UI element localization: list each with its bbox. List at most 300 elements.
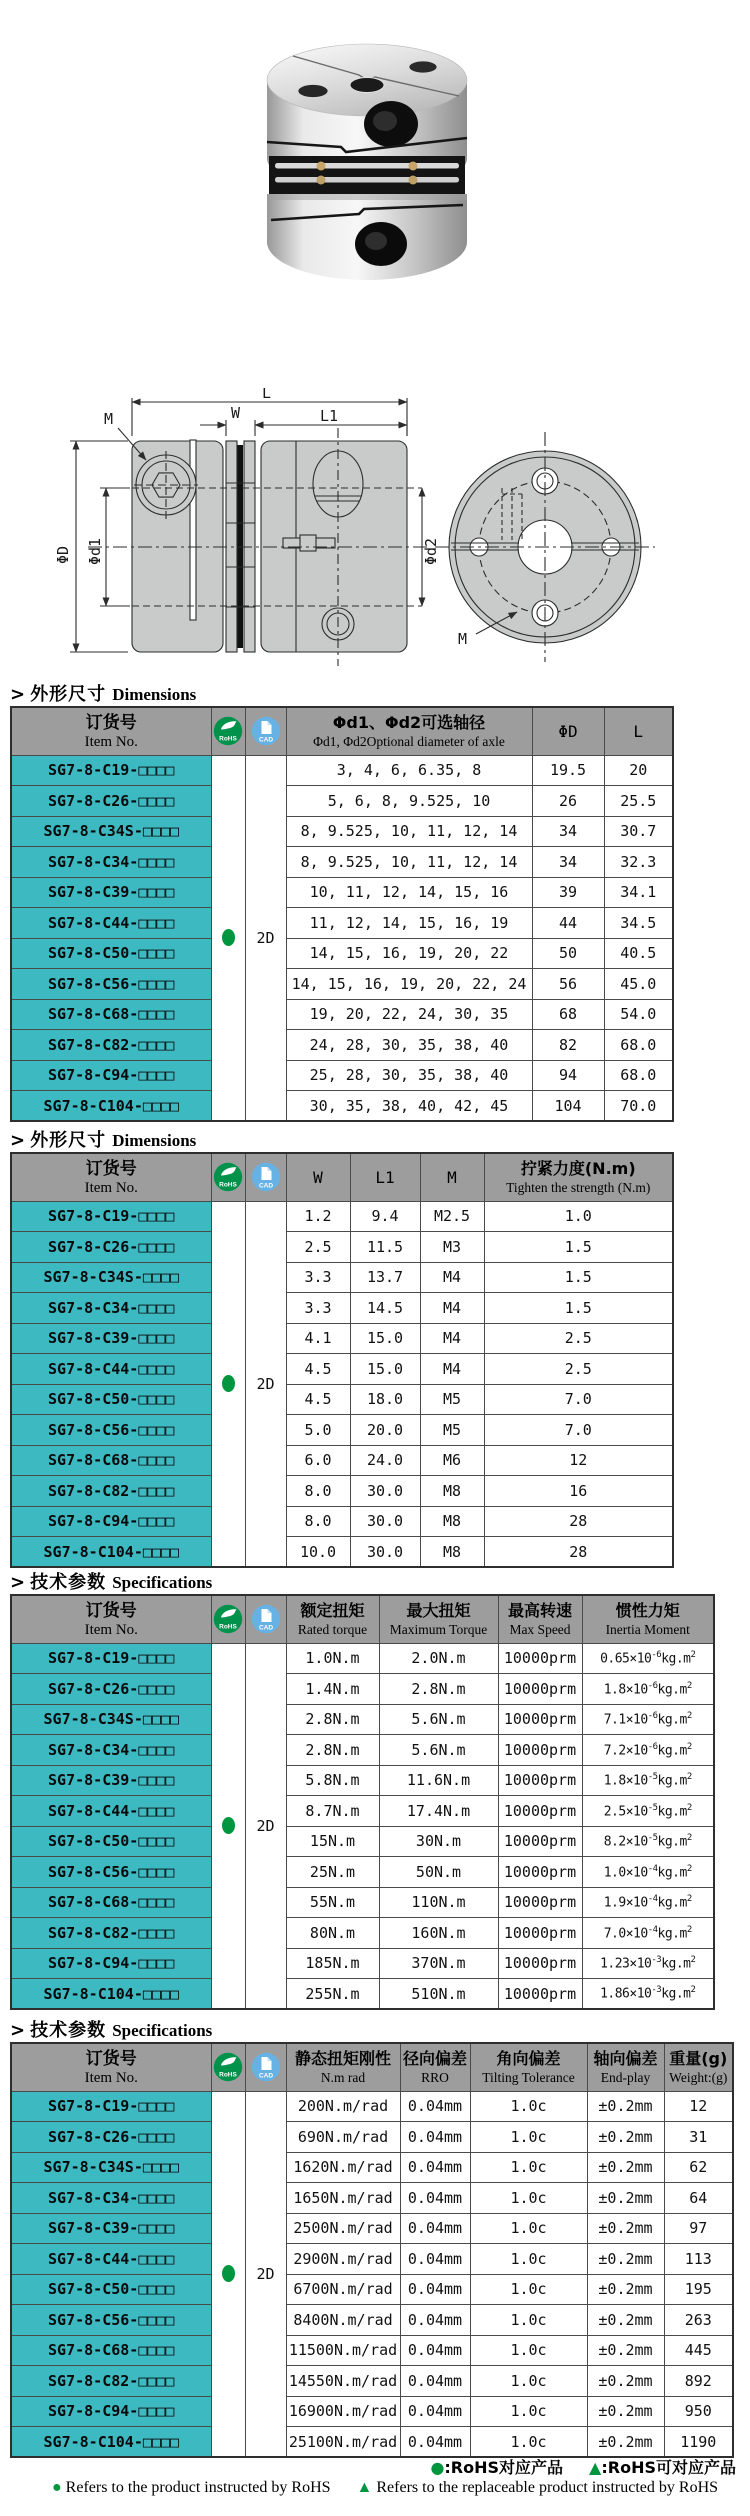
data-cell: M4 xyxy=(420,1354,484,1385)
heading-en: Dimensions xyxy=(112,685,197,704)
inertia-unit: kg.m xyxy=(657,1773,687,1789)
column-header xyxy=(350,1153,420,1201)
cad-header-cell xyxy=(245,2043,286,2091)
cad-column xyxy=(245,755,286,1121)
table-row xyxy=(11,1060,673,1091)
column-header xyxy=(286,707,532,755)
item-cell: SG7-8-C50-□□□□ xyxy=(11,1384,211,1415)
data-cell: 1.2 xyxy=(286,1201,350,1232)
data-cell: 16900N.m/rad xyxy=(286,2396,400,2427)
data-cell: 113 xyxy=(664,2244,733,2275)
column-header xyxy=(286,2043,400,2091)
data-cell: 1.5 xyxy=(484,1232,673,1263)
data-cell: 55N.m xyxy=(286,1887,379,1918)
data-cell: 26 xyxy=(532,786,604,817)
inertia-exponent: -4 xyxy=(647,1863,658,1874)
cad-column xyxy=(245,2091,286,2457)
item-cell: SG7-8-C94-□□□□ xyxy=(11,1948,211,1979)
table-row xyxy=(11,2244,733,2275)
data-cell: ±0.2mm xyxy=(587,2305,664,2336)
item-cell: SG7-8-C39-□□□□ xyxy=(11,1323,211,1354)
data-cell xyxy=(582,1887,714,1918)
inertia-exponent: -6 xyxy=(647,1711,658,1722)
rohs-header-cell xyxy=(211,1595,245,1643)
inertia-exponent: -5 xyxy=(647,1772,658,1783)
data-cell: 25, 28, 30, 35, 38, 40 xyxy=(286,1060,532,1091)
data-cell: 6700N.m/rad xyxy=(286,2274,400,2305)
heading-en: Dimensions xyxy=(112,1131,197,1150)
data-cell: 2.8N.m xyxy=(379,1674,498,1705)
data-cell: 54.0 xyxy=(604,999,673,1030)
data-cell: 10, 11, 12, 14, 15, 16 xyxy=(286,877,532,908)
data-cell: 10000prm xyxy=(498,1674,582,1705)
cad-2d-label: 2D xyxy=(256,928,275,947)
data-cell: 28 xyxy=(484,1506,673,1537)
data-cell: 10000prm xyxy=(498,1765,582,1796)
table-row xyxy=(11,2366,733,2397)
front-view xyxy=(435,432,655,662)
data-cell: ±0.2mm xyxy=(587,2183,664,2214)
data-cell: M5 xyxy=(420,1415,484,1446)
inertia-unit-sup: 2 xyxy=(686,1680,692,1691)
data-cell: 68.0 xyxy=(604,1060,673,1091)
data-cell: 185N.m xyxy=(286,1948,379,1979)
item-no-header xyxy=(11,1153,211,1201)
inertia-unit-sup: 2 xyxy=(686,1711,692,1722)
data-cell: 30N.m xyxy=(379,1826,498,1857)
item-cell: SG7-8-C34S-□□□□ xyxy=(11,2152,211,2183)
inertia-exponent: -6 xyxy=(647,1680,658,1691)
inertia-unit-sup: 2 xyxy=(686,1802,692,1813)
table-row xyxy=(11,1765,714,1796)
inertia-times: ×10 xyxy=(625,1712,648,1728)
item-cell: SG7-8-C104-□□□□ xyxy=(11,1979,211,2010)
data-cell: 10000prm xyxy=(498,1948,582,1979)
data-cell: 5.6N.m xyxy=(379,1735,498,1766)
column-header-zh: 最大扭矩 xyxy=(406,1601,471,1621)
data-cell: 40.5 xyxy=(604,938,673,969)
data-cell: 32.3 xyxy=(604,847,673,878)
table-row xyxy=(11,1262,673,1293)
data-cell: 2.5 xyxy=(286,1232,350,1263)
inertia-times: ×10 xyxy=(625,1925,648,1941)
data-cell: 10000prm xyxy=(498,1979,582,2010)
table-row xyxy=(11,1232,673,1263)
rohs-dot-icon xyxy=(222,929,235,946)
data-cell: 39 xyxy=(532,877,604,908)
column-header xyxy=(286,1595,379,1643)
data-cell: M3 xyxy=(420,1232,484,1263)
data-cell: 892 xyxy=(664,2366,733,2397)
coupling-photo-illustration xyxy=(243,28,491,290)
column-header-en: Weight:(g) xyxy=(669,2069,728,2085)
legend-en-tri-text: Refers to the replaceable product instructed by RoHS xyxy=(376,2479,719,2496)
data-cell: 56 xyxy=(532,969,604,1000)
data-cell: 15N.m xyxy=(286,1826,379,1857)
item-cell: SG7-8-C94-□□□□ xyxy=(11,2396,211,2427)
inertia-exponent: -5 xyxy=(647,1833,658,1844)
data-cell: 1.0c xyxy=(470,2183,587,2214)
data-cell: 25N.m xyxy=(286,1857,379,1888)
data-cell xyxy=(582,1918,714,1949)
data-cell: ±0.2mm xyxy=(587,2335,664,2366)
data-cell xyxy=(582,1857,714,1888)
rohs-dot-icon xyxy=(222,1375,235,1392)
data-cell: 12 xyxy=(484,1445,673,1476)
item-header-zh: 订货号 xyxy=(85,1600,137,1621)
column-header-zh: 角向偏差 xyxy=(496,2049,561,2069)
rohs-dot-icon: ● xyxy=(52,2479,62,2496)
inertia-times: ×10 xyxy=(625,1834,648,1850)
inertia-exponent: -4 xyxy=(647,1924,658,1935)
data-cell xyxy=(582,1643,714,1674)
column-header xyxy=(604,707,673,755)
item-cell: SG7-8-C26-□□□□ xyxy=(11,1232,211,1263)
column-header xyxy=(532,707,604,755)
cad-2d-label: 2D xyxy=(256,1374,275,1393)
data-cell: 1.0c xyxy=(470,2152,587,2183)
data-cell: 94 xyxy=(532,1060,604,1091)
table-row xyxy=(11,1674,714,1705)
data-cell: 70.0 xyxy=(604,1091,673,1122)
table-row xyxy=(11,1796,714,1827)
spec-table-grid xyxy=(10,1152,674,1568)
inertia-unit: kg.m xyxy=(657,1925,687,1941)
data-cell: ±0.2mm xyxy=(587,2091,664,2122)
inertia-coefficient: 2.5 xyxy=(603,1803,626,1819)
column-header-en: Tighten the strength (N.m) xyxy=(506,1179,651,1195)
column-header-zh: 惯性力矩 xyxy=(615,1601,680,1621)
table-row xyxy=(11,1445,673,1476)
item-header-en: Item No. xyxy=(84,1179,138,1196)
data-cell: ±0.2mm xyxy=(587,2366,664,2397)
column-header-label: L1 xyxy=(375,1167,395,1187)
data-cell: 30.0 xyxy=(350,1506,420,1537)
data-cell: 10.0 xyxy=(286,1537,350,1568)
data-cell: ±0.2mm xyxy=(587,2213,664,2244)
rohs-icon xyxy=(213,1162,243,1192)
rohs-icon-label: RoHS xyxy=(219,1181,237,1189)
data-cell: 82 xyxy=(532,1030,604,1061)
inertia-times: ×10 xyxy=(625,1681,648,1697)
data-cell xyxy=(582,1796,714,1827)
inertia-coefficient: 1.86 xyxy=(600,1986,630,2002)
header-row xyxy=(11,1153,673,1201)
column-header xyxy=(484,1153,673,1201)
item-cell: SG7-8-C104-□□□□ xyxy=(11,1537,211,1568)
data-cell: 5.0 xyxy=(286,1415,350,1446)
data-cell: 20 xyxy=(604,755,673,786)
column-header xyxy=(379,1595,498,1643)
inertia-unit-sup: 2 xyxy=(686,1863,692,1874)
inertia-unit: kg.m xyxy=(661,1956,691,1972)
data-cell: 8.0 xyxy=(286,1476,350,1507)
column-header-zh: Φd1、Φd2可选轴径 xyxy=(332,713,486,733)
data-cell: M4 xyxy=(420,1293,484,1324)
inertia-coefficient: 8.2 xyxy=(603,1834,626,1850)
data-cell: M5 xyxy=(420,1384,484,1415)
legend-en-dot-text: Refers to the product instructed by RoHS xyxy=(65,2479,331,2496)
table-row xyxy=(11,1030,673,1061)
inertia-unit-sup: 2 xyxy=(690,1985,696,1996)
column-header-label: L xyxy=(633,721,644,741)
item-cell: SG7-8-C94-□□□□ xyxy=(11,1060,211,1091)
data-cell: 1.0c xyxy=(470,2335,587,2366)
rohs-triangle-icon: ▲ xyxy=(589,2458,602,2477)
table-row xyxy=(11,1476,673,1507)
heading-zh: 外形尺寸 xyxy=(30,684,107,705)
inertia-unit-sup: 2 xyxy=(690,1955,696,1966)
inertia-coefficient: 1.9 xyxy=(603,1895,626,1911)
data-cell: 4.1 xyxy=(286,1323,350,1354)
cad-header-cell xyxy=(245,1595,286,1643)
section-heading-specifications-2 xyxy=(10,2016,212,2042)
data-cell: 2.8N.m xyxy=(286,1735,379,1766)
rohs-icon-label: RoHS xyxy=(219,2071,237,2079)
inertia-times: ×10 xyxy=(625,1742,648,1758)
table-row xyxy=(11,1506,673,1537)
rohs-column xyxy=(211,755,245,1121)
item-header-zh: 订货号 xyxy=(85,1158,137,1179)
dimension-label-M: M xyxy=(104,410,114,428)
side-view xyxy=(70,398,428,666)
table-row xyxy=(11,755,673,786)
data-cell: 10000prm xyxy=(498,1704,582,1735)
legend-zh-dot-text: :RoHS对应产品 xyxy=(444,2458,564,2477)
rohs-header-cell xyxy=(211,1153,245,1201)
rohs-legend-zh xyxy=(430,2455,736,2478)
column-header-zh: 额定扭矩 xyxy=(300,1601,365,1621)
inertia-unit-sup: 2 xyxy=(686,1833,692,1844)
inertia-times: ×10 xyxy=(629,1986,652,2002)
inertia-exponent: -3 xyxy=(651,1985,662,1996)
data-cell: 10000prm xyxy=(498,1887,582,1918)
section-heading-specifications-1 xyxy=(10,1568,212,1594)
data-cell: 10000prm xyxy=(498,1826,582,1857)
item-cell: SG7-8-C104-□□□□ xyxy=(11,2427,211,2458)
table-row xyxy=(11,2183,733,2214)
header-row xyxy=(11,1595,714,1643)
table-row xyxy=(11,2152,733,2183)
data-cell: 2.5 xyxy=(484,1354,673,1385)
data-cell: 34.5 xyxy=(604,908,673,939)
inertia-unit: kg.m xyxy=(657,1742,687,1758)
rohs-dot-icon xyxy=(222,2265,235,2282)
item-cell: SG7-8-C56-□□□□ xyxy=(11,969,211,1000)
column-header xyxy=(420,1153,484,1201)
heading-zh: 外形尺寸 xyxy=(30,1130,107,1151)
cad-header-cell xyxy=(245,1153,286,1201)
table-row xyxy=(11,908,673,939)
data-cell: 1.0c xyxy=(470,2427,587,2458)
clamp-slit xyxy=(190,440,196,620)
column-header-zh: 拧紧力度(N.m) xyxy=(520,1159,636,1179)
table-row xyxy=(11,1857,714,1888)
column-header-zh: 轴向偏差 xyxy=(593,2049,658,2069)
data-cell xyxy=(582,1674,714,1705)
data-cell: 110N.m xyxy=(379,1887,498,1918)
data-cell: 9.4 xyxy=(350,1201,420,1232)
cad-column xyxy=(245,1643,286,2009)
data-cell: M4 xyxy=(420,1262,484,1293)
column-header xyxy=(470,2043,587,2091)
inertia-unit: kg.m xyxy=(661,1986,691,2002)
data-cell: 14, 15, 16, 19, 20, 22 xyxy=(286,938,532,969)
data-cell: 14.5 xyxy=(350,1293,420,1324)
data-cell: 4.5 xyxy=(286,1384,350,1415)
dimension-drawing xyxy=(30,388,720,680)
data-cell: 50N.m xyxy=(379,1857,498,1888)
cad-icon xyxy=(251,1604,281,1634)
inertia-coefficient: 7.2 xyxy=(603,1742,626,1758)
data-cell: 0.04mm xyxy=(400,2305,470,2336)
item-header-en: Item No. xyxy=(84,733,138,750)
data-cell: 31 xyxy=(664,2122,733,2153)
item-cell: SG7-8-C44-□□□□ xyxy=(11,908,211,939)
inertia-unit-sup: 2 xyxy=(686,1894,692,1905)
data-cell: 1650N.m/rad xyxy=(286,2183,400,2214)
data-cell: 200N.m/rad xyxy=(286,2091,400,2122)
item-cell: SG7-8-C44-□□□□ xyxy=(11,1354,211,1385)
table-row xyxy=(11,938,673,969)
item-cell: SG7-8-C56-□□□□ xyxy=(11,2305,211,2336)
data-cell: 0.04mm xyxy=(400,2213,470,2244)
item-cell: SG7-8-C56-□□□□ xyxy=(11,1857,211,1888)
column-header-en: RRO xyxy=(421,2069,449,2085)
data-cell: 62 xyxy=(664,2152,733,2183)
item-cell: SG7-8-C94-□□□□ xyxy=(11,1506,211,1537)
data-cell: 11, 12, 14, 15, 16, 19 xyxy=(286,908,532,939)
table-row xyxy=(11,786,673,817)
dimension-label-D: ΦD xyxy=(54,545,72,564)
dimension-label-d1: Φd1 xyxy=(86,537,104,565)
data-cell: 15.0 xyxy=(350,1323,420,1354)
item-header-zh: 订货号 xyxy=(85,2048,137,2069)
data-cell: 16 xyxy=(484,1476,673,1507)
inertia-unit-sup: 2 xyxy=(686,1772,692,1783)
table-row xyxy=(11,999,673,1030)
item-cell: SG7-8-C44-□□□□ xyxy=(11,1796,211,1827)
data-cell: 20.0 xyxy=(350,1415,420,1446)
item-cell: SG7-8-C50-□□□□ xyxy=(11,938,211,969)
cad-column xyxy=(245,1201,286,1567)
data-cell xyxy=(582,1735,714,1766)
column-header xyxy=(400,2043,470,2091)
data-cell: 44 xyxy=(532,908,604,939)
cad-header-cell xyxy=(245,707,286,755)
data-cell: 2.8N.m xyxy=(286,1704,379,1735)
table-row xyxy=(11,1979,714,2010)
dimension-label-W: W xyxy=(231,404,241,422)
data-cell: 0.04mm xyxy=(400,2396,470,2427)
table-row xyxy=(11,847,673,878)
inertia-coefficient: 7.0 xyxy=(603,1925,626,1941)
table-row xyxy=(11,1201,673,1232)
data-cell: 0.04mm xyxy=(400,2274,470,2305)
inertia-exponent: -5 xyxy=(647,1802,658,1813)
data-cell: 30, 35, 38, 40, 42, 45 xyxy=(286,1091,532,1122)
inertia-unit: kg.m xyxy=(657,1834,687,1850)
column-header-zh: 重量(g) xyxy=(669,2049,728,2069)
data-cell: M8 xyxy=(420,1537,484,1568)
data-cell: M8 xyxy=(420,1476,484,1507)
cad-icon xyxy=(251,1162,281,1192)
table-row xyxy=(11,1384,673,1415)
dimension-label-L1: L1 xyxy=(320,407,339,425)
data-cell: 64 xyxy=(664,2183,733,2214)
column-header-en: N.m rad xyxy=(320,2069,366,2085)
data-cell: 1.0c xyxy=(470,2305,587,2336)
data-cell: M6 xyxy=(420,1445,484,1476)
rohs-icon xyxy=(213,2052,243,2082)
data-cell: 14550N.m/rad xyxy=(286,2366,400,2397)
data-cell: 195 xyxy=(664,2274,733,2305)
table-row xyxy=(11,1887,714,1918)
table-row xyxy=(11,2427,733,2458)
item-cell: SG7-8-C82-□□□□ xyxy=(11,1476,211,1507)
data-cell: 7.0 xyxy=(484,1384,673,1415)
inertia-coefficient: 1.8 xyxy=(603,1681,626,1697)
table-row xyxy=(11,1415,673,1446)
item-cell: SG7-8-C26-□□□□ xyxy=(11,786,211,817)
heading-arrow: > xyxy=(10,1130,26,1151)
item-cell: SG7-8-C34S-□□□□ xyxy=(11,1262,211,1293)
data-cell: 5.6N.m xyxy=(379,1704,498,1735)
data-cell: 1.0c xyxy=(470,2366,587,2397)
data-cell: 2900N.m/rad xyxy=(286,2244,400,2275)
data-cell: 19, 20, 22, 24, 30, 35 xyxy=(286,999,532,1030)
item-cell: SG7-8-C68-□□□□ xyxy=(11,2335,211,2366)
item-cell: SG7-8-C34-□□□□ xyxy=(11,847,211,878)
column-header xyxy=(664,2043,733,2091)
table-row xyxy=(11,1704,714,1735)
column-header-label: ΦD xyxy=(558,721,578,741)
table-row xyxy=(11,1293,673,1324)
column-header-en: Maximum Torque xyxy=(389,1621,488,1637)
table-row xyxy=(11,2396,733,2427)
inertia-times: ×10 xyxy=(625,1803,648,1819)
table-row xyxy=(11,969,673,1000)
data-cell: 5, 6, 8, 9.525, 10 xyxy=(286,786,532,817)
table-row xyxy=(11,2122,733,2153)
data-cell: 0.04mm xyxy=(400,2152,470,2183)
item-header-en: Item No. xyxy=(84,1621,138,1638)
spec-table-grid xyxy=(10,706,674,1122)
data-cell: 13.7 xyxy=(350,1262,420,1293)
inertia-unit: kg.m xyxy=(657,1712,687,1728)
table-row xyxy=(11,1091,673,1122)
data-cell: 24.0 xyxy=(350,1445,420,1476)
table-row xyxy=(11,1918,714,1949)
data-cell: 3, 4, 6, 6.35, 8 xyxy=(286,755,532,786)
data-cell: 10000prm xyxy=(498,1796,582,1827)
table-row xyxy=(11,2213,733,2244)
inertia-unit: kg.m xyxy=(657,1864,687,1880)
data-cell: 34 xyxy=(532,847,604,878)
rohs-header-cell xyxy=(211,707,245,755)
inertia-times: ×10 xyxy=(625,1773,648,1789)
data-cell: 950 xyxy=(664,2396,733,2427)
data-cell: 3.3 xyxy=(286,1293,350,1324)
inertia-times: ×10 xyxy=(629,1956,652,1972)
data-cell: 11.6N.m xyxy=(379,1765,498,1796)
inertia-coefficient: 1.0 xyxy=(603,1864,626,1880)
data-cell: 510N.m xyxy=(379,1979,498,2010)
data-cell: 25.5 xyxy=(604,786,673,817)
inertia-unit-sup: 2 xyxy=(686,1741,692,1752)
data-cell: 0.04mm xyxy=(400,2335,470,2366)
item-header-zh: 订货号 xyxy=(85,712,137,733)
